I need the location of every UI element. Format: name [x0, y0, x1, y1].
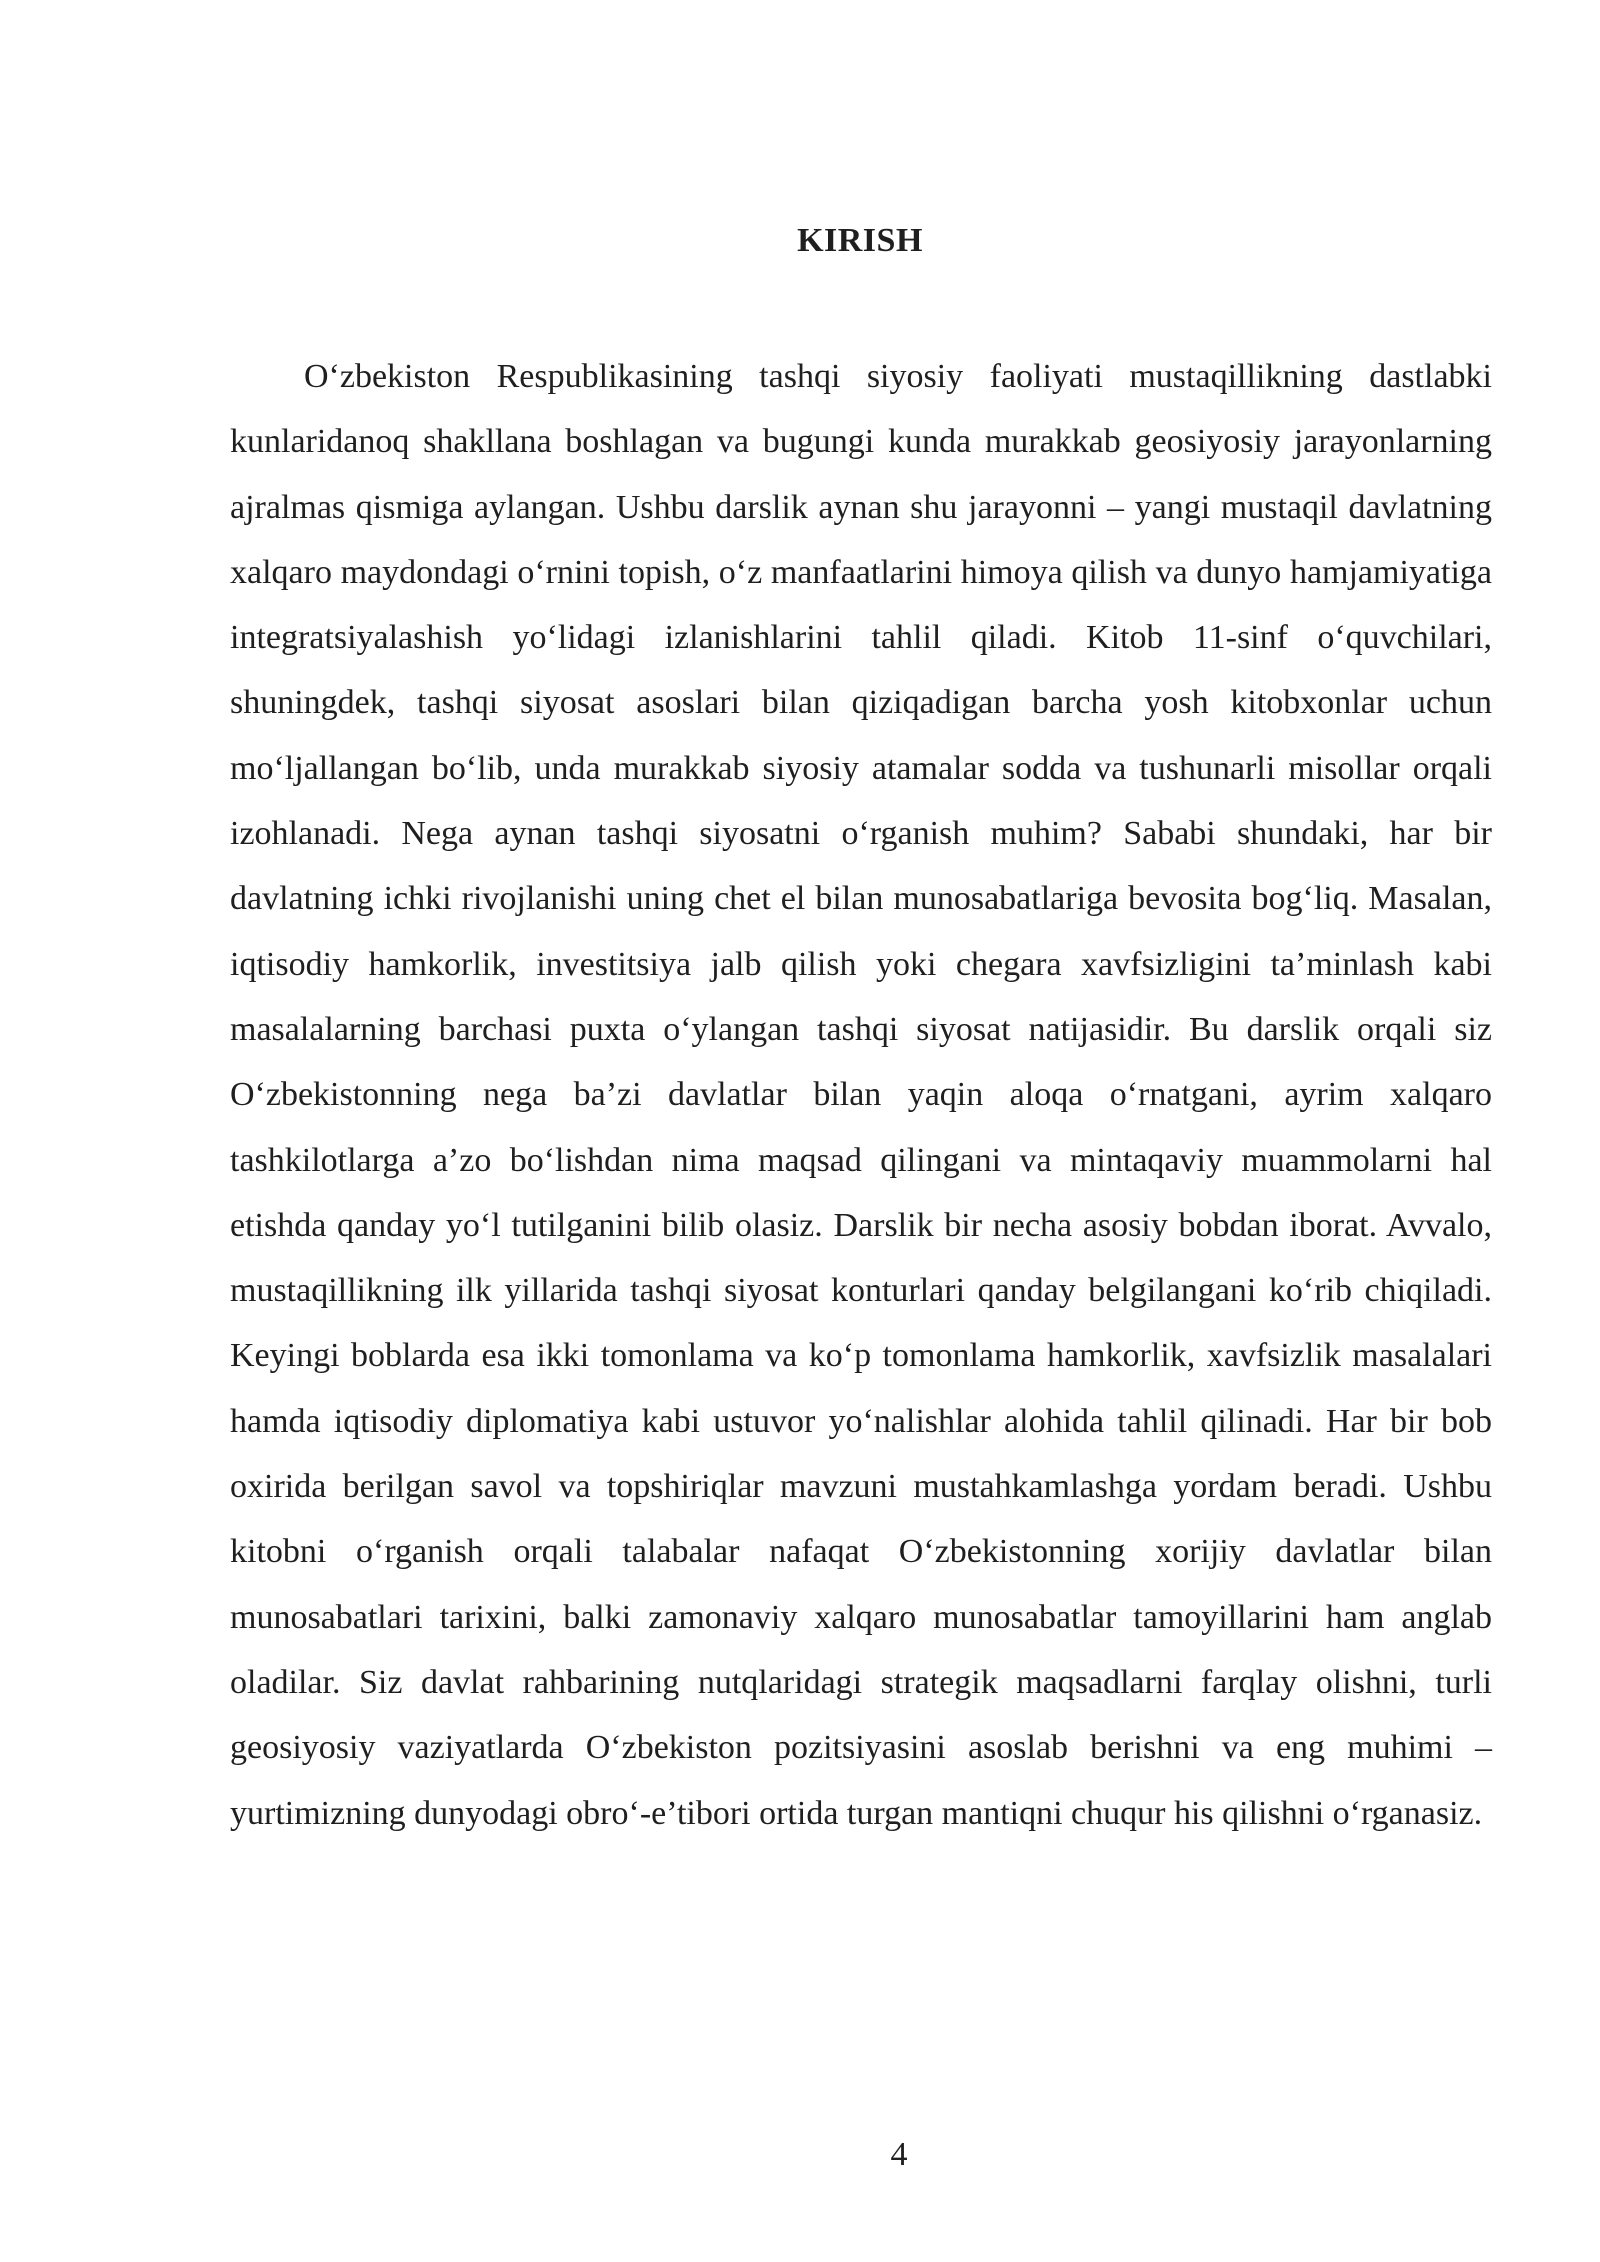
section-title: KIRISH — [797, 222, 923, 259]
page-number: 4 — [890, 2136, 908, 2173]
body-paragraph: O‘zbekiston Respublikasining tashqi siyosiy faoliyati mustaqillikning dastlabki kunlaridanoq shakllana boshlagan va bugungi kunda murakkab geosiyosiy jarayonlarning ajralmas qismiga aylangan. Ushbu darslik aynan shu jarayonni – yangi mustaqil davlatning xalqaro maydondagi o‘rnini topish, o‘z manfaatlarini himoya qilish va dunyo hamjamiyatiga integratsiyalashish yo‘lidagi izlanishlarini tahlil qiladi. Kitob 11-sinf o‘quvchilari, shuningdek, tashqi siyosat asoslari bilan qiziqadigan barcha yosh kitobxonlar uchun mo‘ljallangan bo‘lib, unda murakkab siyosiy atamalar sodda va tushunarli misollar orqali izohlanadi. Nega aynan tashqi siyosatni o‘rganish muhim? Sababi shundaki, har bir davlatning ichki rivojlanishi uning chet el bilan munosabatlariga bevosita bog‘liq. Masalan, iqtisodiy hamkorlik, investitsiya jalb qilish yoki chegara xavfsizligini ta’minlash kabi masalalarning barchasi puxta o‘ylangan tashqi siyosat natijasidir. Bu darslik orqali siz O‘zbekistonning nega ba’zi davlatlar bilan yaqin aloqa o‘rnatgani, ayrim xalqaro tashkilotlarga a’zo bo‘lishdan nima maqsad qilingani va mintaqaviy muammolarni hal etishda qanday yo‘l tutilganini bilib olasiz. Darslik bir necha asosiy bobdan iborat. Avvalo, mustaqillikning ilk yillarida tashqi siyosat konturlari qanday belgilangani ko‘rib chiqiladi. Keyingi boblarda esa ikki tomonlama va ko‘p tomonlama hamkorlik, xavfsizlik masalalari hamda iqtisodiy diplomatiya kabi ustuvor yo‘nalishlar alohida tahlil qilinadi. Har bir bob oxirida berilgan savol va topshiriqlar mavzuni mustahkamlashga yordam beradi. Ushbu kitobni o‘rganish orqali talabalar nafaqat O‘zbekistonning xorijiy davlatlar bilan munosabatlari tarixini, balki zamonaviy xalqaro munosabatlar tamoyillarini ham anglab oladilar. Siz davlat rahbarining nutqlaridagi strategik maqsadlarni farqlay olishni, turli geosiyosiy vaziyatlarda O‘zbekiston pozitsiyasini asoslab berishni va eng muhimi – yurtimizning dunyodagi obro‘-e’tibori ortida turgan mantiqni chuqur his qilishni o‘rganasiz. — [230, 358, 1492, 1832]
